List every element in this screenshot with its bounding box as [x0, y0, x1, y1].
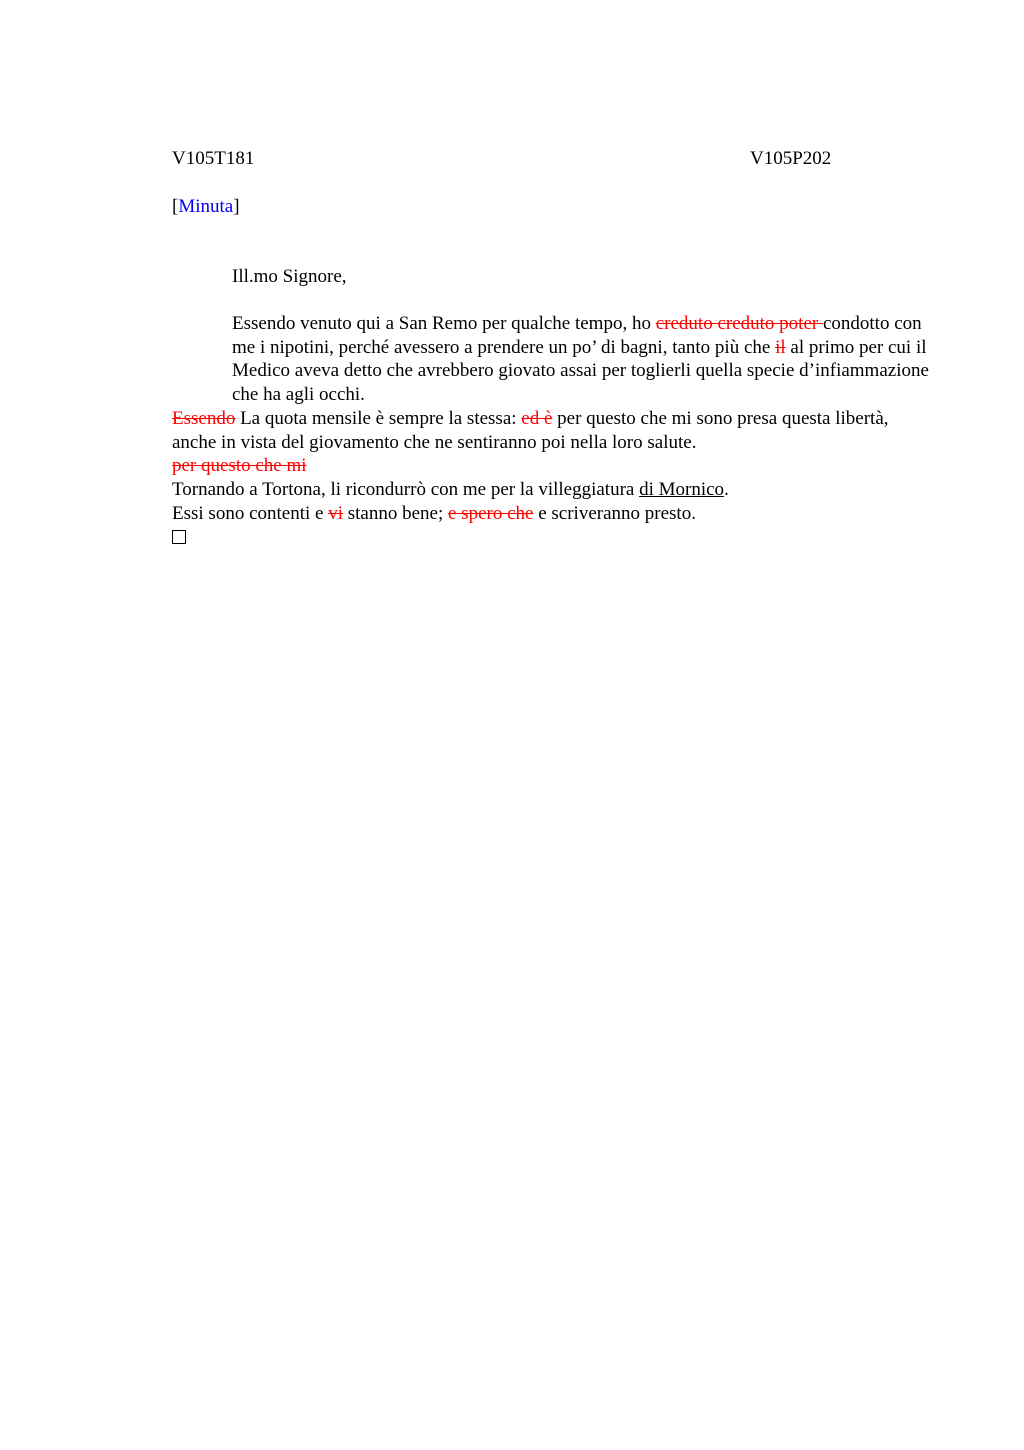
text-segment: al primo per cui il Medico aveva detto che avrebbero giovato assai per toglierli quella specie d’infiammazione che ha agli occhi.	[232, 336, 929, 406]
deleted-text: ed è	[521, 407, 553, 429]
paragraph-4	[172, 502, 932, 526]
close-bracket: ]	[233, 196, 240, 217]
end-marker-line	[172, 525, 932, 549]
text-segment: La quota mensile è sempre la stessa:	[235, 407, 522, 429]
salutation: Ill.mo Signore,	[232, 266, 347, 287]
deleted-text: Essendo	[172, 407, 236, 429]
deleted-text: per questo che mi	[172, 455, 307, 477]
open-bracket: [	[172, 196, 179, 217]
letter-page	[172, 147, 932, 524]
text-segment: Tornando a Tortona, li ricondurrò con me per la villeggiatura	[172, 478, 640, 500]
code-left: V105T181	[172, 148, 255, 169]
underlined-text: di Mornico	[639, 478, 725, 500]
document-codes	[172, 147, 932, 171]
text-segment: Essendo venuto qui a San Remo per qualche tempo, ho	[232, 313, 656, 334]
deleted-text: il	[775, 336, 786, 358]
letter-body	[172, 312, 932, 549]
text-segment: stanno bene;	[342, 502, 448, 524]
paragraph-1	[172, 312, 932, 407]
text-segment: per questo che mi sono presa questa libertà, anche in vista del giovamento che ne sentiranno poi nella loro salute.	[172, 407, 889, 453]
paragraph-3	[172, 478, 932, 502]
minuta-word: Minuta	[178, 196, 234, 217]
text-segment: .	[724, 478, 729, 500]
deleted-line	[172, 454, 932, 478]
paragraph-2	[172, 407, 932, 454]
square-box-icon	[172, 530, 186, 544]
text-segment: condotto con me i nipotini, perché avessero a prendere un po’ di bagni, tanto più che	[232, 313, 922, 358]
code-right: V105P202	[750, 148, 832, 169]
minuta-label	[172, 195, 240, 219]
text-segment: e scriveranno presto.	[533, 502, 696, 524]
deleted-text: creduto creduto poter	[655, 313, 823, 334]
deleted-text: e spero che	[448, 502, 534, 524]
deleted-text: vi	[328, 502, 343, 524]
text-segment: Essi sono contenti e	[172, 502, 329, 524]
